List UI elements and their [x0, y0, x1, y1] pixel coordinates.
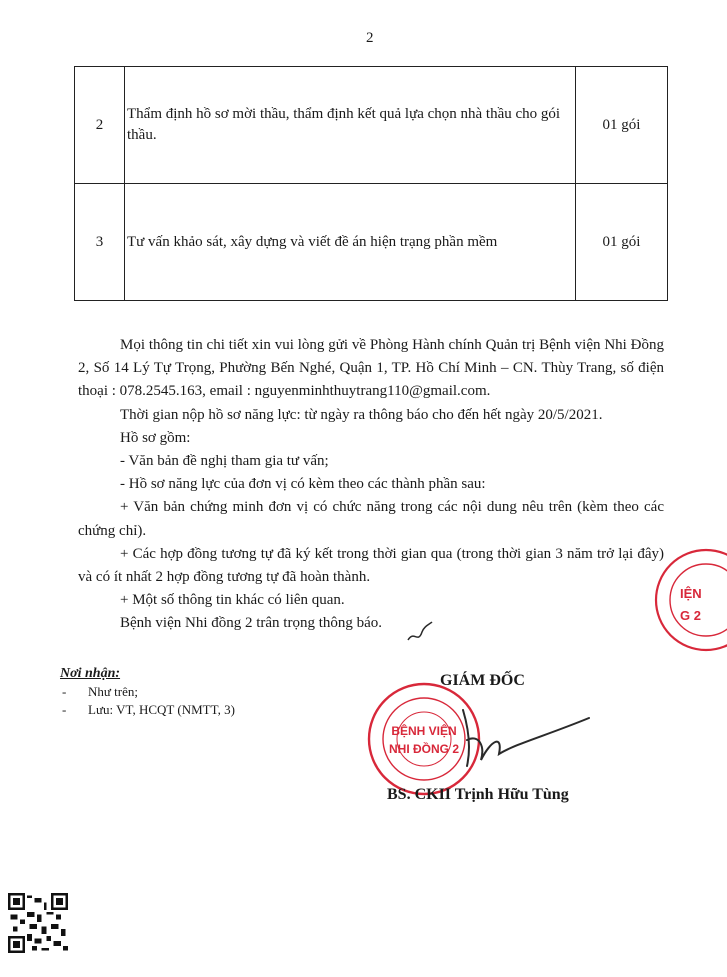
table-row [75, 184, 668, 301]
dossier-subitem: + Văn bản chứng minh đơn vị có chức năng trong các nội dung nêu trên (kèm theo các chứng chỉ). [78, 499, 664, 539]
svg-text:G 2: G 2 [680, 608, 701, 623]
row-number: 2 [75, 67, 125, 184]
partial-stamp-mark [640, 540, 727, 665]
initial-mark [404, 620, 434, 648]
closing-sentence: Bệnh viện Nhi đồng 2 trân trọng thông báo. [120, 615, 383, 632]
recipient-item: - Lưu: VT, HCQT (NMTT, 3) [62, 702, 235, 717]
contact-paragraph: Mọi thông tin chi tiết xin vui lòng gửi về Phòng Hành chính Quản trị Bệnh viện Nhi Đồng 2, Số 14 Lý Tự Trọng, Phường Bến Nghé, Quận 1, TP. Hồ Chí Minh – CN. Thùy Trang, số điện thoại : 078.2545.163, email : nguyenminhthuytrang110@gmail.com. [78, 337, 664, 400]
handwritten-signature [455, 700, 595, 780]
deadline-paragraph: Thời gian nộp hồ sơ năng lực: từ ngày ra thông báo cho đến hết ngày 20/5/2021. [120, 406, 603, 423]
director-title: GIÁM ĐỐC [440, 672, 525, 689]
dossier-heading: Hồ sơ gồm: [120, 429, 191, 446]
row-number: 3 [75, 184, 125, 301]
page-number: 2 [366, 30, 374, 46]
svg-text:NHI ĐỒNG 2: NHI ĐỒNG 2 [388, 742, 460, 756]
director-name: BS. CKII Trịnh Hữu Tùng [387, 786, 569, 803]
notice-body [78, 334, 664, 636]
row-quantity: 01 gói [576, 67, 668, 184]
svg-text:BỆNH VIỆN: BỆNH VIỆN [391, 724, 457, 738]
row-content: Thẩm định hồ sơ mời thầu, thẩm định kết quả lựa chọn nhà thầu cho gói thầu. [125, 67, 576, 184]
row-quantity: 01 gói [576, 184, 668, 301]
dossier-item: - Hồ sơ năng lực của đơn vị có kèm theo các thành phần sau: [120, 476, 486, 493]
dossier-subitem: + Các hợp đồng tương tự đã ký kết trong thời gian qua (trong thời gian 3 năm trở lại đây) và có ít nhất 2 hợp đồng tương tự đã hoàn thành. [78, 545, 664, 586]
qr-code [8, 893, 68, 953]
table-row [75, 67, 668, 184]
svg-text:IỆN: IỆN [680, 586, 702, 601]
recipients-title: Nơi nhận: [60, 666, 121, 681]
row-content: Tư vấn khảo sát, xây dựng và viết đề án hiện trạng phần mềm [125, 184, 576, 301]
recipient-item: - Như trên; [62, 684, 139, 699]
dossier-item: - Văn bản đề nghị tham gia tư vấn; [120, 453, 329, 470]
dossier-subitem: + Một số thông tin khác có liên quan. [120, 592, 345, 609]
work-items-table [74, 66, 668, 301]
recipients-block [60, 665, 235, 719]
